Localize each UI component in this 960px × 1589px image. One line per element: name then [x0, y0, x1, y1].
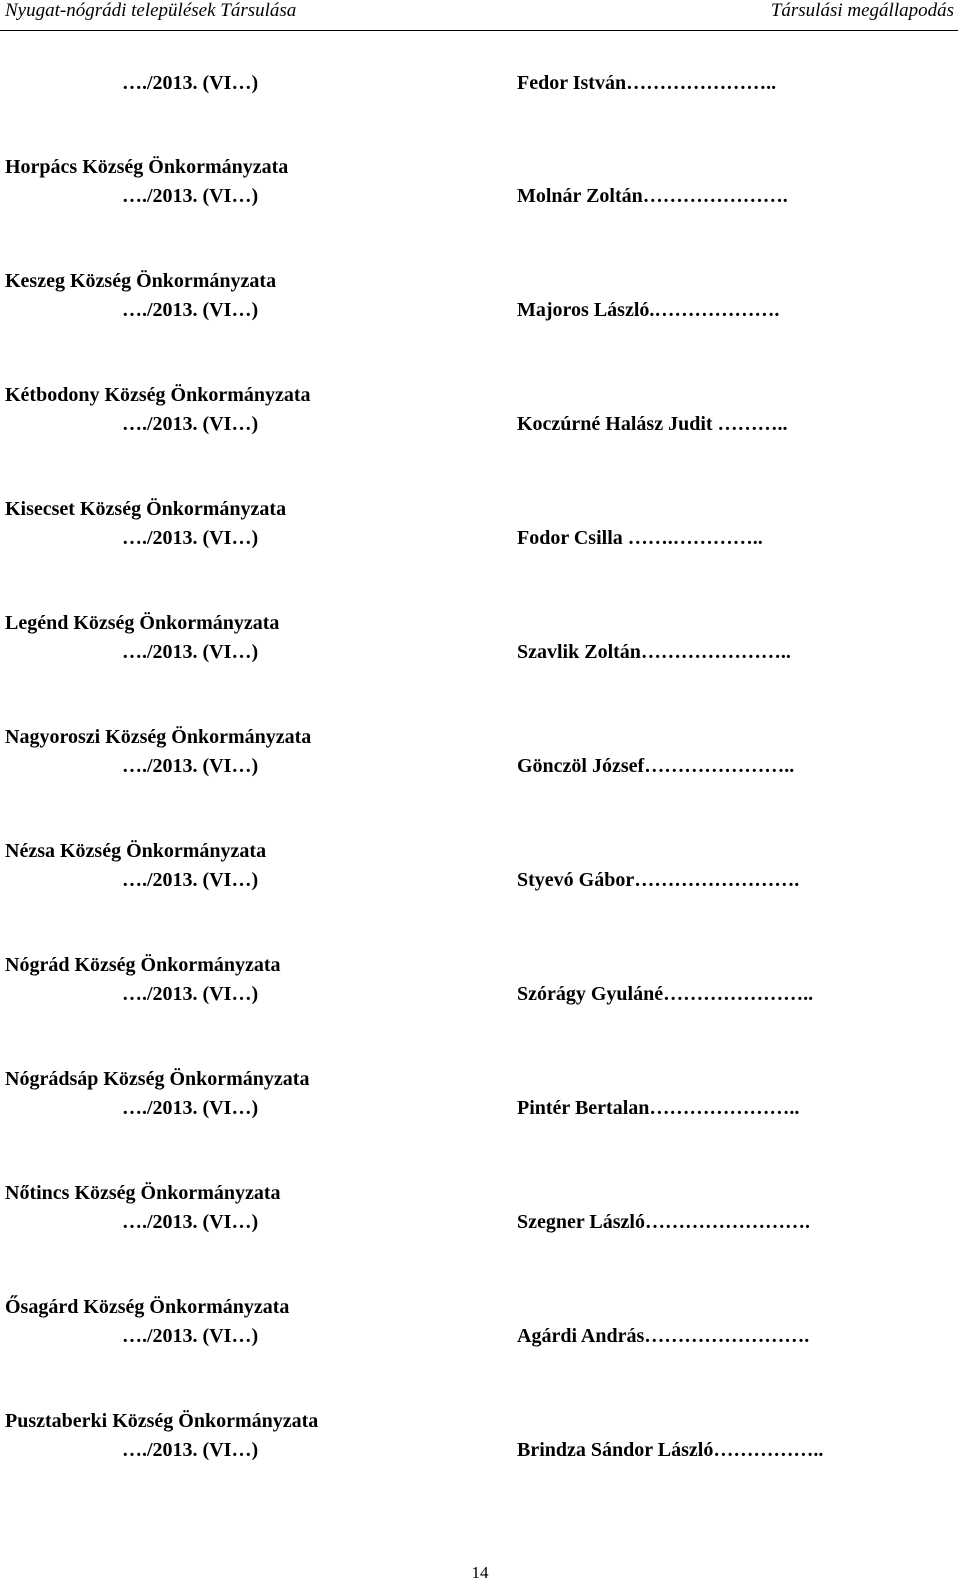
signer-line: Szavlik Zoltán………………….. — [517, 641, 791, 663]
municipality-name: Legénd Község Önkormányzata — [5, 612, 280, 634]
municipality-name: Nézsa Község Önkormányzata — [5, 840, 267, 862]
signer-line: Szórágy Gyuláné………………….. — [517, 983, 814, 1005]
decree-number: …./2013. (VI…) — [122, 185, 259, 207]
signature-block — [0, 726, 960, 788]
header-document-title: Társulási megállapodás — [770, 0, 954, 21]
decree-number: …./2013. (VI…) — [122, 869, 259, 891]
municipality-name: Nógrádsáp Község Önkormányzata — [5, 1068, 310, 1090]
decree-number: …./2013. (VI…) — [122, 641, 259, 663]
signer-line: Molnár Zoltán…………………. — [517, 185, 788, 207]
signer-line: Styevó Gábor……………………. — [517, 869, 800, 891]
signer-line: Gönczöl József………………….. — [517, 755, 795, 777]
municipality-name: Ősagárd Község Önkormányzata — [5, 1296, 290, 1318]
municipality-name: Kétbodony Község Önkormányzata — [5, 384, 311, 406]
municipality-name: Nagyoroszi Község Önkormányzata — [5, 726, 312, 748]
signer-line: Koczúrné Halász Judit ……….. — [517, 413, 788, 435]
municipality-name: Kisecset Község Önkormányzata — [5, 498, 287, 520]
signer-line: Pintér Bertalan………………….. — [517, 1097, 800, 1119]
decree-number: …./2013. (VI…) — [122, 527, 259, 549]
decree-number: …./2013. (VI…) — [122, 413, 259, 435]
decree-number: …./2013. (VI…) — [122, 1097, 259, 1119]
signature-block — [0, 612, 960, 674]
signer-line: Fodor Csilla …….………….. — [517, 527, 763, 549]
signature-block — [0, 1182, 960, 1244]
signature-block — [0, 1068, 960, 1130]
signature-block — [0, 954, 960, 1016]
signer-line: Fedor István………………….. — [517, 72, 777, 94]
decree-number: …./2013. (VI…) — [122, 983, 259, 1005]
municipality-name: Horpács Község Önkormányzata — [5, 156, 289, 178]
signature-block — [0, 156, 960, 218]
decree-number: …./2013. (VI…) — [122, 299, 259, 321]
signer-line: Szegner László……………………. — [517, 1211, 810, 1233]
signature-row — [0, 72, 960, 102]
page-header — [0, 0, 958, 31]
municipality-name: Pusztaberki Község Önkormányzata — [5, 1410, 319, 1432]
decree-number: …./2013. (VI…) — [122, 72, 259, 94]
decree-number: …./2013. (VI…) — [122, 1211, 259, 1233]
page-number: 14 — [471, 1563, 489, 1582]
signature-block — [0, 498, 960, 560]
decree-number: …./2013. (VI…) — [122, 1325, 259, 1347]
signature-block — [0, 384, 960, 446]
signature-block — [0, 1410, 960, 1472]
municipality-name: Nógrád Község Önkormányzata — [5, 954, 281, 976]
signature-block — [0, 840, 960, 902]
signer-line: Majoros László.………………. — [517, 299, 780, 321]
decree-number: …./2013. (VI…) — [122, 755, 259, 777]
decree-number: …./2013. (VI…) — [122, 1439, 259, 1461]
municipality-name: Nőtincs Község Önkormányzata — [5, 1182, 281, 1204]
signer-line: Brindza Sándor László…………….. — [517, 1439, 824, 1461]
signature-block — [0, 1296, 960, 1358]
signer-line: Agárdi András……………………. — [517, 1325, 810, 1347]
header-association-name: Nyugat-nógrádi települések Társulása — [5, 0, 297, 21]
municipality-name: Keszeg Község Önkormányzata — [5, 270, 277, 292]
signature-block — [0, 270, 960, 332]
